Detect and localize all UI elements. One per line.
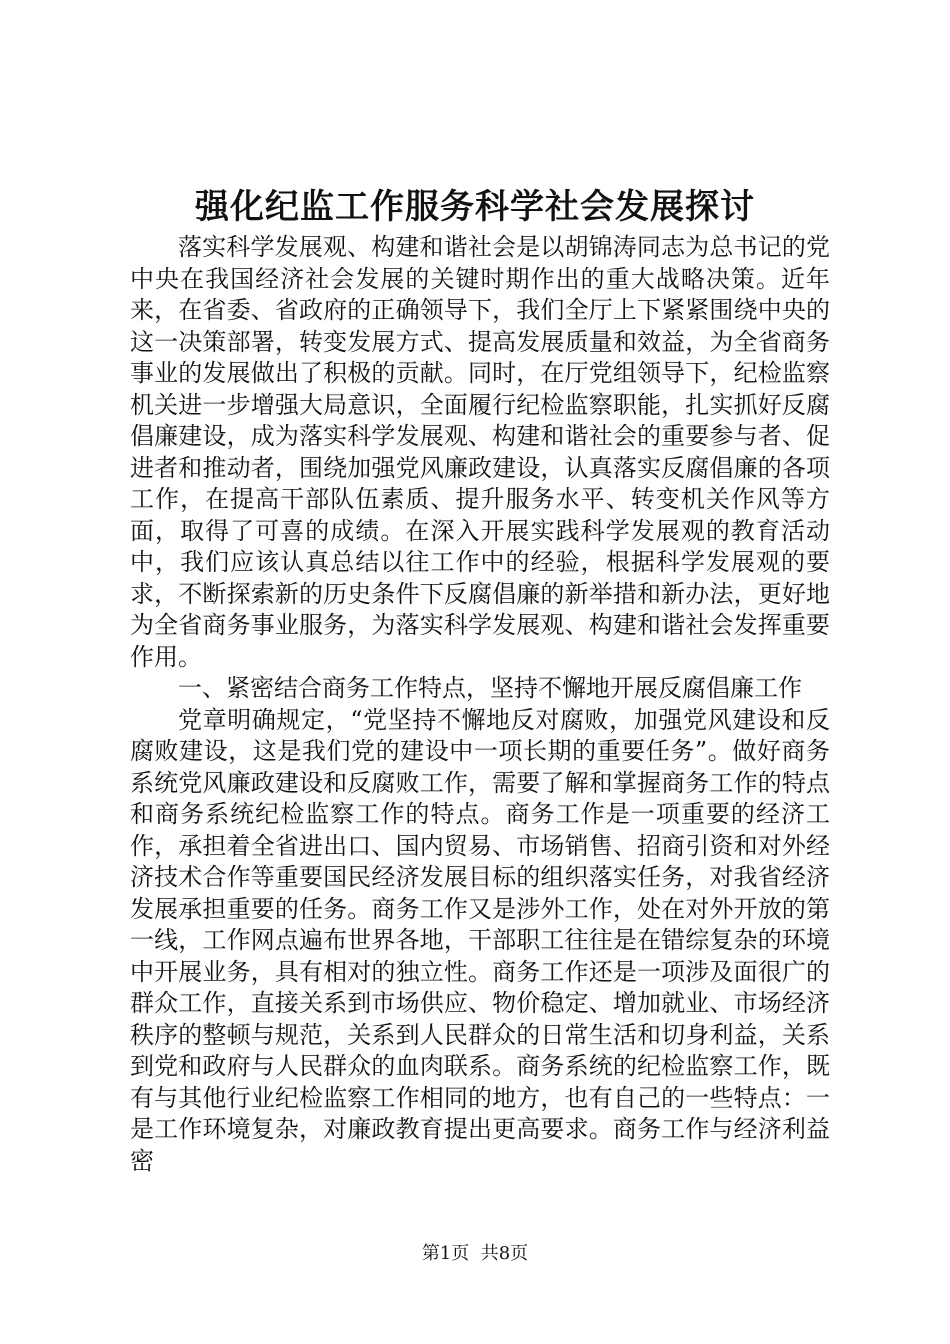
- page-number: 第1页: [421, 1243, 470, 1264]
- page-total: 共8页: [480, 1243, 529, 1264]
- page-footer: [0, 1242, 950, 1266]
- paragraph-section-1: 党章明确规定，“党坚持不懈地反对腐败，加强党风建设和反腐败建设，这是我们党的建设中一项长期的重要任务”。做好商务系统党风廉政建设和反腐败工作，需要了解和掌握商务工作的特点和商务系统纪检监察工作的特点。商务工作是一项重要的经济工作，承担着全省进出口、国内贸易、市场销售、招商引资和对外经济技术合作等重要国民经济发展目标的组织落实任务，对我省经济发展承担重要的任务。商务工作又是涉外工作，处在对外开放的第一线，工作网点遍布世界各地，干部职工往往是在错综复杂的环境中开展业务，具有相对的独立性。商务工作还是一项涉及面很广的群众工作，直接关系到市场供应、物价稳定、增加就业、市场经济秩序的整顿与规范，关系到人民群众的日常生活和切身利益，关系到党和政府与人民群众的血肉联系。商务系统的纪检监察工作，既有与其他行业纪检监察工作相同的地方，也有自己的一些特点：一是工作环境复杂，对廉政教育提出更高要求。商务工作与经济利益密: [130, 705, 830, 1175]
- paragraph-intro: 落实科学发展观、构建和谐社会是以胡锦涛同志为总书记的党中央在我国经济社会发展的关键时期作出的重大战略决策。近年来，在省委、省政府的正确领导下，我们全厅上下紧紧围绕中央的这一决策部署，转变发展方式、提高发展质量和效益，为全省商务事业的发展做出了积极的贡献。同时，在厅党组领导下，纪检监察机关进一步增强大局意识，全面履行纪检监察职能，扎实抓好反腐倡廉建设，成为落实科学发展观、构建和谐社会的重要参与者、促进者和推动者，围绕加强党风廉政建设，认真落实反腐倡廉的各项工作，在提高干部队伍素质、提升服务水平、转变机关作风等方面，取得了可喜的成绩。在深入开展实践科学发展观的教育活动中，我们应该认真总结以往工作中的经验，根据科学发展观的要求，不断探索新的历史条件下反腐倡廉的新举措和新办法，更好地为全省商务事业服务，为落实科学发展观、构建和谐社会发挥重要作用。: [130, 233, 830, 671]
- document-title: 强化纪监工作服务科学社会发展探讨: [195, 187, 755, 227]
- section-heading-1: 一、紧密结合商务工作特点，坚持不懈地开展反腐倡廉工作: [178, 674, 802, 702]
- document-body: [130, 232, 830, 1177]
